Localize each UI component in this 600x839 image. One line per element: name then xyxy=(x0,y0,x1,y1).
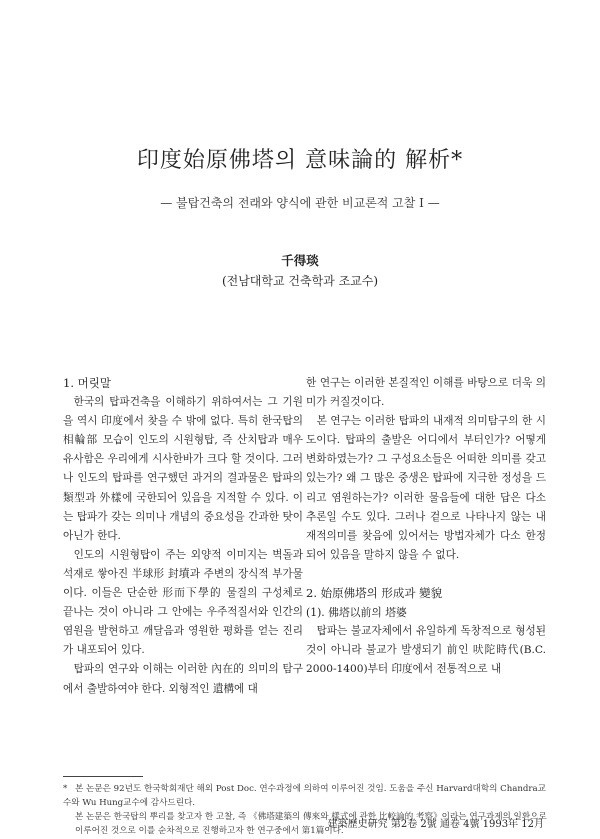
subsection-heading: (1). 佛塔以前의 塔婆 xyxy=(306,606,407,620)
running-footer: 建築歷史硏究 第2卷 2號 通卷 4號 1993年 12月 xyxy=(327,819,544,830)
body-paragraph: 한 연구는 이러한 본질적인 이해를 바탕으로 더욱 의미가 커질것이다. xyxy=(306,377,546,409)
paper-subtitle: — 불탑건축의 전래와 양식에 관한 비교론적 고찰 I — xyxy=(160,196,440,210)
author-name: 千得琰 xyxy=(281,253,319,268)
author-affiliation: (전남대학교 건축학과 조교수) xyxy=(221,274,379,288)
footnote-item xyxy=(63,782,547,810)
footnote-divider xyxy=(63,776,143,777)
section-heading-introduction: 1. 머릿말 xyxy=(63,376,111,390)
section-heading-origin: 2. 始原佛塔의 形成과 變貌 xyxy=(306,585,443,600)
body-paragraph: 본 연구는 이러한 탑파의 내재적 의미탐구의 한 시도이다. 탑파의 출발은 어디에서 부터인가? 어떻게 변화하였는가? 그 구성요소들은 어떠한 의미를 갖고 있는가? 왜 그 많은 중생은 탑파에 지극한 정성을 드리고 염원하는가? 이러한 물음들에 대한 답은 다소 추론일 수도 있다. 그러나 겉으로 나타나지 않는 내재적의미를 찾음에 있어서는 방법자체가 다소 한정되어 있음을 말하지 않을 수 없다. xyxy=(306,415,546,561)
body-paragraph: 탑파의 연구와 이해는 이러한 內在的 의미의 탐구에서 출발하여야 한다. 외형적인 遺構에 대 xyxy=(63,663,303,695)
right-column xyxy=(306,374,546,679)
footnote-mark: * xyxy=(63,784,68,794)
body-paragraph: 탑파는 불교자체에서 유일하게 독창적으로 형성된것이 아니라 불교가 발생되기 前인 吠陀時代(B.C. 2000-1400)부터 印度에서 전통적으로 내 xyxy=(306,625,546,676)
footnote-text: 본 논문은 92년도 한국학회재단 해외 Post Doc. 연수과정에 의하여 이루어진 것임. 도움을 주신 Harvard대학의 Chandra교수와 Wu Hung교수에 감사드린다. xyxy=(63,784,546,808)
body-paragraph: 인도의 시원형탑이 주는 외양적 이미지는 벽돌과 석재로 쌓아진 半球形 封墳과 주변의 장식적 부가물이다. 이들은 단순한 形而下學的 물질의 구성체로 끝나는 것이 아니라 그 안에는 우주적질서와 인간의 염원을 발현하고 깨달음과 영원한 평화를 얻는 진리가 내포되어 있다. xyxy=(63,548,303,657)
paper-title: 印度始原佛塔의 意味論的 解析* xyxy=(136,148,464,173)
left-column xyxy=(63,374,303,699)
body-paragraph: 한국의 탑파건축을 이해하기 위하여서는 그 기원을 역시 印度에서 찾을 수 밖에 없다. 특히 한국탑의 相輪部 모습이 인도의 시원형탑, 즉 산치탑과 매우 유사함은 우리에게 시사한바가 크다 할 것이다. 그러나 인도의 탑파를 연구했던 과거의 결과물은 탑파의 類型과 外樣에 국한되어 있음을 지적할 수 있다. 이는 탑파가 갖는 의미나 개념의 중요성을 간과한 탓이 아닌가 한다. xyxy=(63,396,303,542)
footnote-text: 본 논문은 한국탑의 뿌리를 찾고자 한 고찰, 즉 《佛塔建築의 傳來와 樣式에 관한 比較論的 考察》이라는 연구과제의 일환으로 이루어진 것으로 이를 순차적으로 진행하고자 한 연구중에서 第1篇이다. xyxy=(75,812,547,836)
